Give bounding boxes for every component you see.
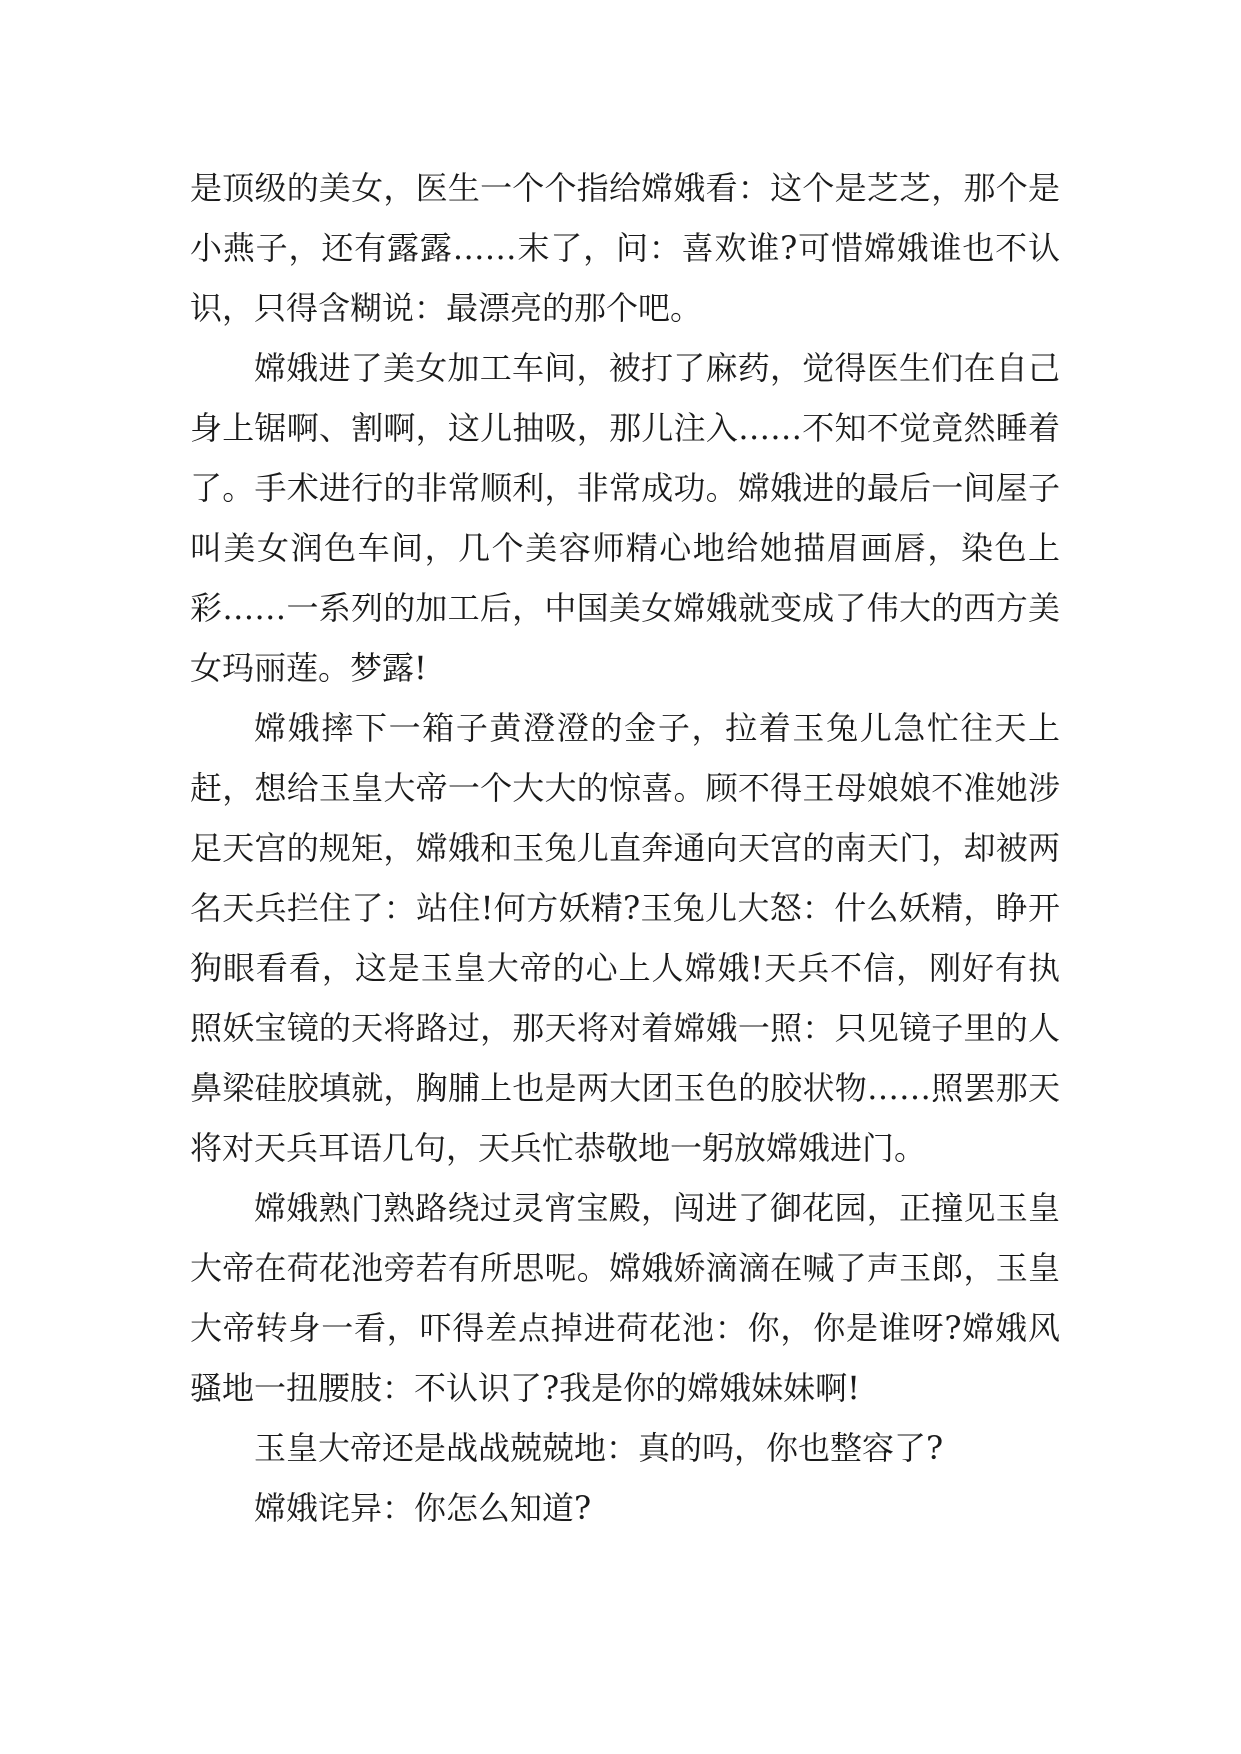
- paragraph-3: 嫦娥摔下一箱子黄澄澄的金子，拉着玉兔儿急忙往天上赶，想给玉皇大帝一个大大的惊喜。顾不得王母娘娘不准她涉足天宫的规矩，嫦娥和玉兔儿直奔通向天宫的南天门，却被两名天兵拦住了：站住!何方妖精?玉兔儿大怒：什么妖精，睁开狗眼看看，这是玉皇大帝的心上人嫦娥!天兵不信，刚好有执照妖宝镜的天将路过，那天将对着嫦娥一照：只见镜子里的人鼻梁硅胶填就，胸脯上也是两大团玉色的胶状物……照罢那天将对天兵耳语几句，天兵忙恭敬地一躬放嫦娥进门。: [190, 709, 1060, 1167]
- paragraph-2: 嫦娥进了美女加工车间，被打了麻药，觉得医生们在自己身上锯啊、割啊，这儿抽吸，那儿注入……不知不觉竟然睡着了。手术进行的非常顺利，非常成功。嫦娥进的最后一间屋子叫美女润色车间，几个美容师精心地给她描眉画唇，染色上彩……一系列的加工后，中国美女嫦娥就变成了伟大的西方美女玛丽莲。梦露!: [190, 349, 1060, 687]
- document-body: [190, 158, 1060, 1538]
- paragraph-6: 嫦娥诧异：你怎么知道?: [254, 1489, 592, 1527]
- paragraph-1: 是顶级的美女，医生一个个指给嫦娥看：这个是芝芝，那个是小燕子，还有露露……末了，问：喜欢谁?可惜嫦娥谁也不认识，只得含糊说：最漂亮的那个吧。: [190, 169, 1060, 327]
- paragraph-4: 嫦娥熟门熟路绕过灵宵宝殿，闯进了御花园，正撞见玉皇大帝在荷花池旁若有所思呢。嫦娥娇滴滴在喊了声玉郎，玉皇大帝转身一看，吓得差点掉进荷花池：你，你是谁呀?嫦娥风骚地一扭腰肢：不认识了?我是你的嫦娥妹妹啊!: [190, 1189, 1060, 1407]
- paragraph-5: 玉皇大帝还是战战兢兢地：真的吗，你也整容了?: [254, 1429, 944, 1467]
